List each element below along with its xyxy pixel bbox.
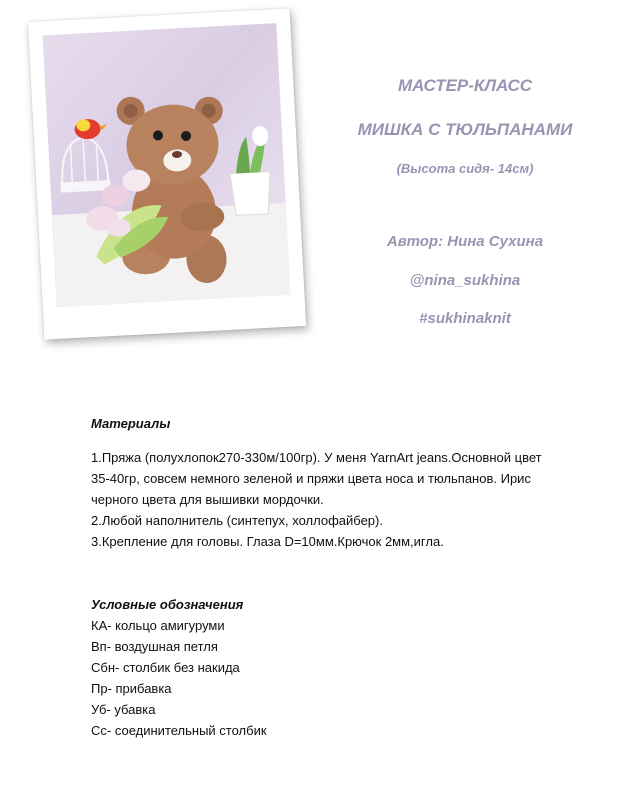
legend-heading: Условные обозначения [91, 597, 244, 612]
materials-heading: Материалы [91, 416, 171, 431]
materials-section [91, 413, 591, 552]
author: Автор: Нина Сухина [386, 233, 544, 250]
materials-line: 35-40гр, совсем немного зеленой и пряжи цвета носа и тюльпанов. Ирис [91, 471, 531, 486]
materials-body [91, 447, 591, 552]
legend-item: КА- кольцо амигуруми [91, 618, 225, 633]
legend-item: Пр- прибавка [91, 681, 172, 696]
materials-line: 2.Любой наполнитель (синтепух, холлофайбер). [91, 513, 383, 528]
bird [74, 118, 108, 140]
bear-illustration [43, 23, 291, 307]
legend-item: Вп- воздушная петля [91, 639, 218, 654]
legend-item: Уб- убавка [91, 702, 156, 717]
birdcage [58, 136, 111, 193]
legend-item: Сс- соединительный столбик [91, 723, 267, 738]
materials-line: 3.Крепление для головы. Глаза D=10мм.Крючок 2мм,игла. [91, 534, 444, 549]
subtitle: (Высота сидя- 14см) [396, 161, 534, 176]
legend-item: Сбн- столбик без накида [91, 660, 240, 675]
photo-frame [28, 8, 306, 339]
bear-photo [43, 23, 291, 307]
title-line-1: МАСТЕР-КЛАСС [397, 76, 533, 95]
materials-line: черного цвета для вышивки мордочки. [91, 492, 324, 507]
materials-line: 1.Пряжа (полухлопок270-330м/100гр). У меня YarnArt jeans.Основной цвет [91, 450, 542, 465]
plant-cup [228, 126, 273, 216]
title-line-2: МИШКА С ТЮЛЬПАНАМИ [357, 120, 573, 139]
instagram-handle: @nina_sukhina [409, 272, 521, 289]
legend-section [91, 594, 591, 741]
hashtag: #sukhinaknit [419, 310, 511, 327]
